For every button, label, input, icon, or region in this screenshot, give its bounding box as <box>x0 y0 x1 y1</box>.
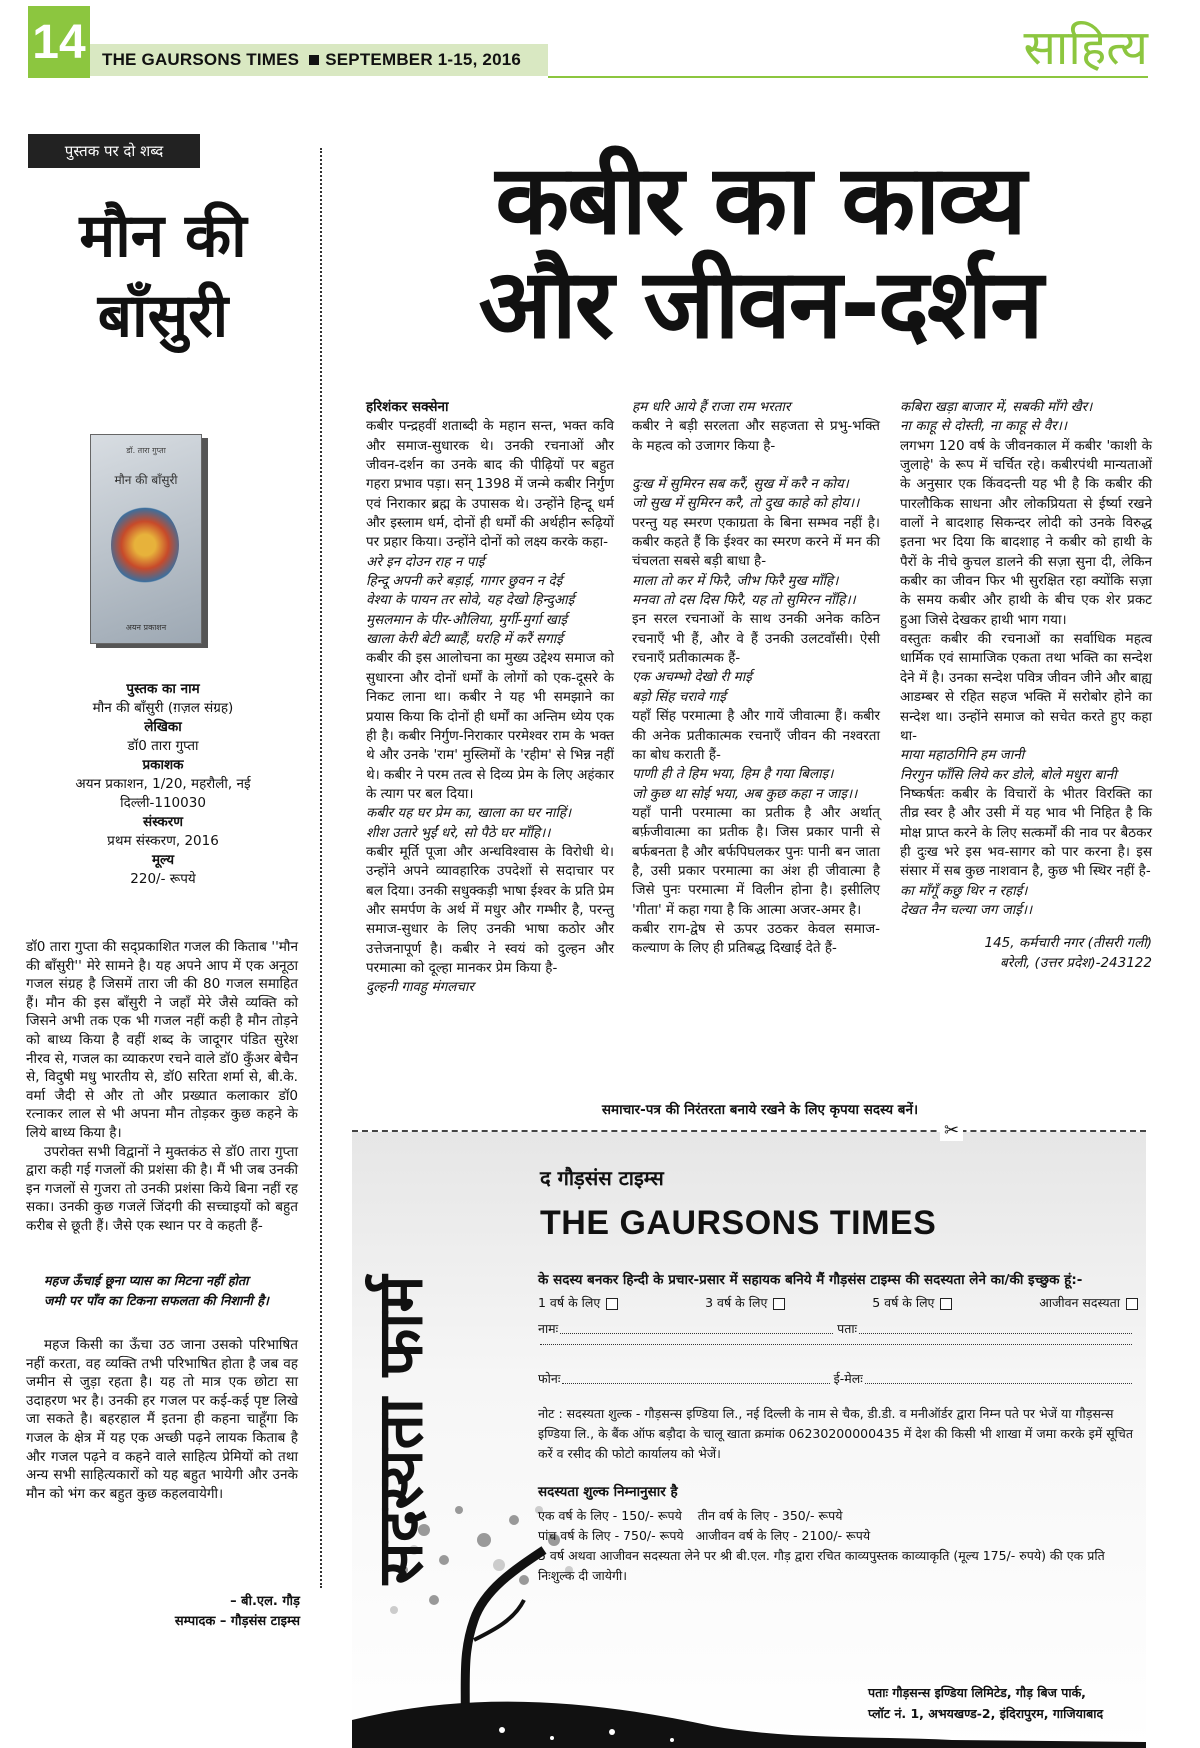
phone-email-row <box>538 1370 1136 1387</box>
article-verse: हम धरि आये हैं राजा राम भरतार <box>632 399 791 415</box>
article-paragraph: परन्तु यह स्मरण एकाग्रता के बिना सम्भव नहीं है। कबीर कहते हैं कि ईश्वर का स्मरण करने में मन की चंचलता सबसे बड़ी बाधा है- <box>632 514 880 570</box>
article-paragraph: कबीर मूर्ति पूजा और अन्धविश्वास के विरोधी थे। उन्होंने अपने व्यावहारिक उपदेशों से सदाचार पर बल दिया। उनकी सधुक्कड़ी भाषा ईश्वर के प्रति प्रेम और समर्पण के अर्थ में मधुर और गम्भीर है, परन्तु समाज-सुधार के लिए उनकी भाषा कठोर और उत्तेजनापूर्ण है। कबीर ने स्वयं को दुल्हन और परमात्मा को दूल्हा मानकर प्रेम किया है- <box>366 843 614 976</box>
article-verse: अरे इन दोउन राह न पाई हिन्दू अपनी करे बड़ाई, गागर छुवन न देई वेश्या के पायन तर सोवे, यह देखो हिन्दुआई मुसलमान के पीर-औलिया, मुर्गी-मुर्गा खाई खाला केरी बेटी ब्याहैं, घरहि में करैं सगाई <box>366 553 575 648</box>
article-paragraph: कबीर ने बड़ी सरलता और सहजता से प्रभु-भक्ति के महत्व को उजागर किया है- <box>632 418 880 454</box>
info-value: अयन प्रकाशन, 1/20, महरौली, नई दिल्ली-110030 <box>75 776 251 811</box>
review-body <box>26 938 298 1236</box>
article-paragraph: लगभग 120 वर्ष के जीवनकाल में कबीर 'काशी के जुलाहे' के रूप में चर्चित रहे। कबीरपंथी मान्यताओं के अनुसार एक किंवदन्ती यह भी है कि कबीर की पारलौकिक साधना और लोकप्रियता से ईर्ष्या रखने वालों ने बादशाह सिकन्दर लोदी को उनके विरुद्ध इतना भर दिया कि बादशाह ने कबीर को हाथी के पैरों के नीचे कुचल डालने की सज़ा सुना दी, लेकिन कबीर का जीवन फिर भी सुरक्षित रहा क्योंकि सज़ा के समय कबीर और हाथी के बीच एक शेर प्रकट हुआ जिसे देखकर हाथी भाग गया। <box>900 437 1152 628</box>
option-lifetime[interactable]: आजीवन सदस्यता <box>1039 1294 1138 1311</box>
issue-date: SEPTEMBER 1-15, 2016 <box>325 50 522 69</box>
article-verse: दुःख में सुमिरन सब करैं, सुख में करै न कोय। जो सुख में सुमिरन करै, तो दुख काहे को होय।। <box>632 476 860 512</box>
checkbox[interactable] <box>606 1298 618 1310</box>
article-paragraph: कबीर राग-द्वेष से ऊपर उठकर केवल समाज-कल्याण के लिए ही प्रतिबद्ध दिखाई देते हैं- <box>632 920 880 957</box>
rate-line: एक वर्ष के लिए - 150/- रूपये तीन वर्ष के लिए - 350/- रूपये <box>538 1508 843 1523</box>
rate-line: 5 वर्ष अथवा आजीवन सदस्यता लेने पर श्री बी.एल. गौड़ द्वारा रचित काव्यपुस्तक काव्याकृति (मूल्य 175/- रुपये) की एक प्रति निःशुल्क दी जायेगी। <box>538 1548 1105 1583</box>
review-signature <box>120 1592 300 1632</box>
section-title: साहित्य <box>1023 20 1148 76</box>
article-verse: माया महाठगिनि हम जानी निरगुन फाँसि लिये कर डोले, बोले मधुरा बानी <box>900 747 1117 783</box>
name-label: नामः <box>538 1321 559 1336</box>
article-column-2 <box>632 398 880 959</box>
article-verse: दुल्हनी गावहु मंगलचार <box>366 979 474 996</box>
article-verse: का माँगूँ कछु थिर न रहाई। देखत नैन चल्या जग जाई।। <box>900 882 1033 918</box>
article-verse: कबिरा खड़ा बाजार में, सबकी माँगे खैर। ना काहू से दोस्ती, ना काहू से वैर।। <box>900 399 1093 435</box>
office-address-line: प्लॉट नं. 1, अभयखण्ड-2, इंदिरापुरम, गाजियाबाद <box>868 1706 1104 1721</box>
masthead-title: THE GAURSONS TIMES <box>102 50 300 69</box>
article-verse: माला तो कर में फिरै, जीभ फिरै मुख माँहि। मनवा तो दस दिस फिरै, यह तो सुमिरन नाँहि।। <box>632 572 856 609</box>
masthead <box>90 44 548 76</box>
review-couplet <box>44 1272 304 1312</box>
option-5-year[interactable]: 5 वर्ष के लिए <box>872 1294 952 1311</box>
book-cover-art <box>111 505 179 585</box>
signature-title: सम्पादक – गौड़संस टाइम्स <box>174 1614 300 1629</box>
couplet-line: महज ऊँचाई छूना प्यास का मिटना नहीं होता <box>44 1274 249 1289</box>
form-intro: के सदस्य बनकर हिन्दी के प्रचार-प्रसार में सहायक बनिये मैं गौड़संस टाइम्स की सदस्यता लेने का/की इच्छुक हूं:- <box>538 1272 1083 1288</box>
email-label: ई-मेलः <box>833 1371 863 1386</box>
review-paragraph: महज किसी का ऊँचा उठ जाना उसको परिभाषित नहीं करता, वह व्यक्ति तभी परिभाषित होता है जब वह जमीन से जुड़ा रहता है। यह तो मात्र एक छोटा सा उदाहरण भर है। उनकी हर गजल पर कई-कई पृष्ट लिखे जा सकते है। बहरहाल मैं इतना ही कहना चाहूँगा कि गजल के क्षेत्र में यह एक अच्छी पढ़ने लायक किताब है और गजल पढ़ने व कहने वाले साहित्य प्रेमियों को तथा अन्य सभी साहित्यकारों को यह बहुत भायेगी और उनके मौन को भंग कर बहुत कुछ कहलवायेगी। <box>26 1337 298 1502</box>
page-number: 14 <box>28 6 90 78</box>
article-verse: पाणी ही ते हिम भया, हिम है गया बिलाइ। जो कुछ था सोई भया, अब कुछ कहा न जाइ।। <box>632 766 858 802</box>
review-paragraph: उपरोक्त सभी विद्वानों ने मुक्तकंठ से डॉ0 तारा गुप्ता द्वारा कही गई गजलों की प्रशंसा की है। मैं भी जब उनकी इन गजलों से गुजरा तो उनकी प्रशंसा किये बिना नहीं रह सका। उनकी कुछ गजलें जिंदगी की सच्चाइयों को बहुत करीब से छूती हैं। जैसे एक स्थान पर वे कहती हैं- <box>26 1143 298 1234</box>
info-label: मूल्य <box>151 852 175 868</box>
option-3-year[interactable]: 3 वर्ष के लिए <box>705 1294 785 1311</box>
book-info <box>28 680 298 889</box>
book-cover-image <box>90 434 202 644</box>
review-title-line2: बाँसुरी <box>97 281 229 351</box>
couplet-line: जमी पर पाँव का टिकना सफलता की निशानी है। <box>44 1294 269 1309</box>
review-body-end <box>26 1336 298 1503</box>
form-vertical-label <box>356 1270 440 1590</box>
subscription-appeal: समाचार-पत्र की निरंतरता बनाये रखने के लिए कृपया सदस्य बनें। <box>601 1102 919 1118</box>
form-paper-name-hindi: द गौड़संस टाइम्स <box>540 1166 664 1190</box>
signature-name: – बी.एल. गौड़ <box>230 1594 300 1609</box>
info-label: संस्करण <box>142 814 184 830</box>
rates-title: सदस्यता शुल्क निम्नानुसार है <box>538 1484 678 1500</box>
headline-line2: और जीवन-दर्शन <box>478 248 1042 360</box>
membership-options <box>538 1294 1138 1311</box>
info-label: पुस्तक का नाम <box>126 681 200 697</box>
form-vertical-label-text: सदस्यता फार्म <box>363 1275 436 1585</box>
article-paragraph: यहाँ पानी परमात्मा का प्रतीक है और अर्थात् बर्फ़जीवात्मा का प्रतीक है। जिस प्रकार पानी से बर्फबनता है और बर्फपिघलकर पुनः पानी बन जाता है, उसी प्रकार परमात्मा का अंश ही जीवात्मा है जिसे पुनः परमात्मा में विलीन होना है। इसीलिए 'गीता' में कहा गया है कि आत्मा अजर-अमर है। <box>632 804 880 918</box>
article-paragraph: कबीर की इस आलोचना का मुख्य उद्देश्य समाज को सुधारना और दोनों धर्मों के लोगों को एक-दूसरे के निकट लाना था। कबीर ने यह भी समझाने का प्रयास किया कि दोनों ही धर्मों का अन्तिम ध्येय एक ही है। कबीर निर्गुण-निराकार परमेश्वर राम के भक्त थे और उनके 'राम' मुस्लिमों के 'रहीम' से भिन्न नहीं थे। कबीर ने परम तत्व से दिव्य प्रेम के लिए अहंकार के त्याग पर बल दिया। <box>366 650 614 802</box>
rates-list <box>538 1506 1134 1586</box>
article-verse: कबीर यह घर प्रेम का, खाला का घर नाहिं। शीश उतारे भुईं धरे, सो पैठे घर माँहि।। <box>366 805 572 841</box>
author-address-line: बरेली, (उत्तर प्रदेश)-243122 <box>1000 954 1152 971</box>
form-paper-name-english: THE GAURSONS TIMES <box>540 1204 937 1242</box>
scissors-icon: ✂ <box>940 1120 963 1141</box>
checkbox[interactable] <box>1126 1298 1138 1310</box>
checkbox[interactable] <box>773 1298 785 1310</box>
review-paragraph: डॉ0 तारा गुप्ता की सद्प्रकाशित गजल की किताब ''मौन की बाँसुरी'' मेरे सामने है। यह अपने आप में एक अनूठा गजल संग्रह है जिसमें तारा जी की 80 गजल समाहित हैं। मौन की इस बाँसुरी ने जहाँ मेरे जैसे व्यक्ति को जिसने अभी तक एक भी गजल नहीं कही है मौन तोड़ने को बाध्य किया है वहीं शब्द के जादूगर पंडित सुरेश नीरव से, गजल का व्याकरण रचने वाले डॉ0 कुँअर बेचैन से, विदुषी मधु भारतीय से, डॉ0 सरिता शर्मा से, बी.के. वर्मा जैदी से और तो और प्रख्यात कलाकार डॉ0 रत्नाकर लाल से भी अपना मौन तोड़कर कुछ कहने के लिये बाध्य किया है। <box>26 939 298 1141</box>
rate-line: पांच वर्ष के लिए - 750/- रूपये आजीवन वर्ष के लिए - 2100/- रूपये <box>538 1528 871 1543</box>
email-field[interactable] <box>865 1370 1132 1384</box>
name-address-row <box>538 1320 1136 1337</box>
headline-line1: कबीर का काव्य <box>495 144 1025 256</box>
address-label: पताः <box>837 1321 858 1336</box>
book-cover-publisher: अयन प्रकाशन <box>125 623 167 632</box>
article-headline <box>340 144 1180 360</box>
review-tag: पुस्तक पर दो शब्द <box>28 134 200 168</box>
office-address-line: पताः गौड़सन्स इण्डिया लिमिटेड, गौड़ बिज पार्क, <box>868 1685 1086 1700</box>
column-divider <box>320 148 322 1588</box>
review-title-line1: मौन की <box>79 201 247 271</box>
article-paragraph: यहाँ सिंह परमात्मा है और गायें जीवात्मा हैं। कबीर की अनेक प्रतीकात्मक रचनाएँ जीवन की नश्वरता का बोध कराती हैं- <box>632 708 880 763</box>
phone-label: फोनः <box>538 1371 561 1386</box>
article-column-3 <box>900 398 1152 973</box>
square-bullet-icon <box>309 55 319 65</box>
book-cover-title: मौन की बाँसुरी <box>114 473 178 487</box>
article-column-1 <box>366 398 614 998</box>
article-verse: एक अचम्भो देखो री माई बड़ो सिंह चरावे गाई <box>632 669 752 705</box>
info-value: 220/- रूपये <box>130 871 196 887</box>
review-title <box>28 196 298 356</box>
book-cover-author: डॉ. तारा गुप्ता <box>126 446 166 455</box>
info-label: प्रकाशक <box>142 757 184 773</box>
info-value: प्रथम संस्करण, 2016 <box>107 833 219 849</box>
article-paragraph: कबीर पन्द्रहवीं शताब्दी के महान सन्त, भक्त कवि और समाज-सुधारक थे। उनकी रचनाओं और जीवन-दर्शन का उनके बाद की पीढ़ियों पर बहुत गहरा प्रभाव पड़ा। सन् 1398 में जन्मे कबीर निर्गुण एवं निराकार ब्रह्म के उपासक थे। उन्होंने हिन्दू धर्म और इस्लाम धर्म, दोनों ही धर्मों की अर्थहीन रूढ़ियों पर प्रहार किया। उन्होंने दोनों को लक्ष्य करके कहा- <box>366 418 614 551</box>
article-paragraph: इन सरल रचनाओं के साथ उनकी अनेक कठिन रचनाएँ भी हैं, और वे हैं उनकी उलटवाँसी। ऐसी रचनाएँ प्रतीकात्मक हैं- <box>632 611 880 667</box>
option-1-year[interactable]: 1 वर्ष के लिए <box>538 1294 618 1311</box>
author-address-line: 145, कर्मचारी नगर (तीसरी गली) <box>984 935 1152 952</box>
article-author: हरिशंकर सक्सेना <box>366 399 449 415</box>
phone-field[interactable] <box>562 1370 829 1384</box>
header-rule <box>548 76 1148 78</box>
address-field[interactable] <box>859 1320 1132 1334</box>
info-label: लेखिका <box>144 719 182 735</box>
article-paragraph: निष्कर्षतः कबीर के विचारों के भीतर विरक्ति का तीव्र स्वर है और उसी में यह भाव भी निहित है कि मोक्ष प्राप्त करने के लिए सत्कर्मों की नाव पर बैठकर ही दुःख भरे इस भव-सागर को पार करना है। इस संसार में सब कुछ नाशवान है, कुछ भी स्थिर नहीं है- <box>900 785 1152 880</box>
address-continuation-row <box>538 1344 1136 1348</box>
checkbox[interactable] <box>940 1298 952 1310</box>
payment-note: नोट : सदस्यता शुल्क - गौड़सन्स इण्डिया लि., नई दिल्ली के नाम से चैक, डी.डी. व मनीऑर्डर द्वारा निम्न पते पर भेजें या गौड़सन्स इण्डिया लि., के बैंक ऑफ बड़ौदा के चालू खाता क्रमांक 06230200000435 में देश की किसी भी शाखा में जमा करके इमें सूचित करें व रसीद की फोटो कार्यालय को भेजें। <box>538 1406 1133 1461</box>
office-address <box>868 1682 1138 1724</box>
name-field[interactable] <box>560 1320 833 1334</box>
address-field-line2[interactable] <box>540 1344 1132 1345</box>
info-value: डॉ0 तारा गुप्ता <box>127 738 199 754</box>
info-value: मौन की बाँसुरी (ग़ज़ल संग्रह) <box>92 700 234 716</box>
cut-line <box>352 1130 1146 1132</box>
article-paragraph: वस्तुतः कबीर की रचनाओं का सर्वाधिक महत्व धार्मिक एवं सामाजिक एकता तथा भक्ति का सन्देश देने में है। उनका सन्देश पवित्र जीवन जीने और बाह्य आडम्बर से रहित सहज भक्ति में सरोबोर होने का सन्देश था। उन्होंने समाज को सचेत करते हुए कहा था- <box>900 631 1152 744</box>
